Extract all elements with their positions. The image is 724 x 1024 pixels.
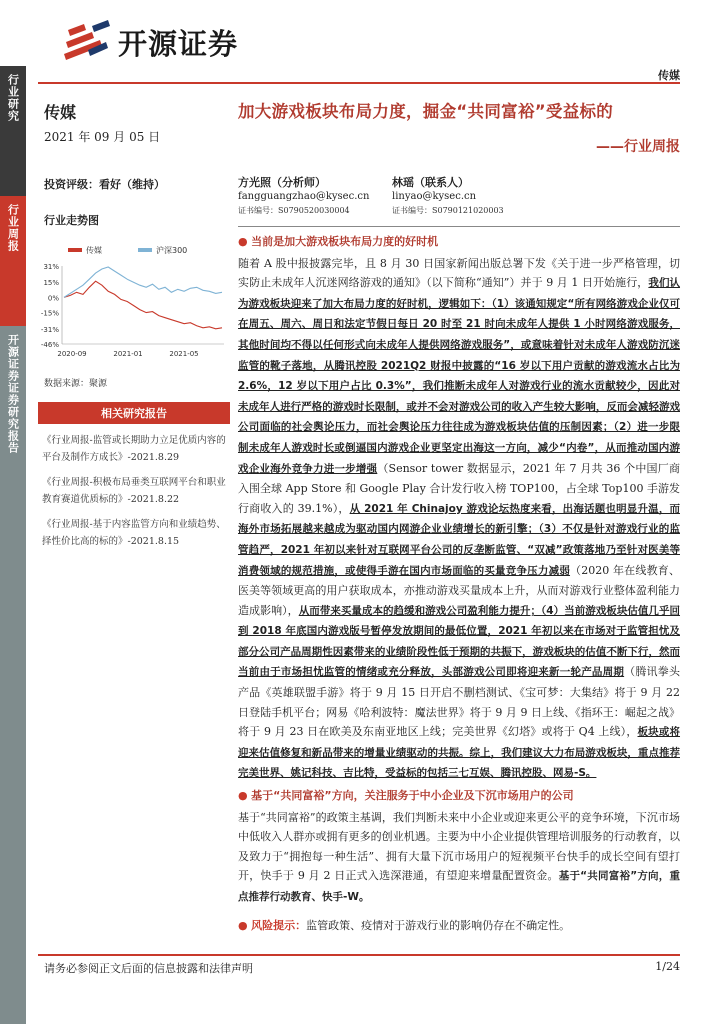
analyst-cert: 证书编号：S0790121020003 [392,206,504,215]
brand-name: 开源证券 [118,26,239,61]
section-heading-text: 基于“共同富裕”方向，关注服务于中小企业及下沉市场用户的公司 [251,789,574,803]
report-subtitle: ——行业周报 [596,139,680,155]
risk-label: 风险提示： [251,918,307,932]
side-tab-industry-research [0,66,26,196]
header-industry-tag: 传媒 [658,69,680,82]
report-title: 加大游戏板块布局力度，掘金“共同富裕”受益标的 [238,102,614,121]
trend-chart [38,240,230,368]
footer-disclaimer[interactable]: 请务必参阅正文后面的信息披露和法律声明 [44,962,253,975]
footer-divider [38,954,680,956]
risk-warning [238,916,680,936]
related-report-link[interactable]: 《行业周报-积极布局垂类互联网平台和职业教育赛道优质标的》-2021.8.22 [42,477,226,505]
trend-chart-title: 行业走势图 [44,214,99,227]
body-text: （2020 年在线教育、医美等领域更高的用户获取成本，亦推动游戏买量成本上升，从而对游戏行业整体盈利能力造成影响）， [238,563,680,617]
page-number: 1/24 [655,960,680,973]
related-reports-list [42,432,228,558]
y-tick-label: -15% [40,309,59,318]
body-text: （Sensor tower 数据显示，2021 年 7 月共 36 个中国厂商入围全球 App Store 和 Google Play 合计发行收入榜 TOP100，占全球 Top100 手游发行商收入的 39.1%）， [238,461,680,515]
bullet-icon: ● [238,789,248,803]
logo-mark-icon [62,20,112,64]
side-tab-label: 开源证券证券研究报告 [6,334,20,454]
related-reports-header: 相关研究报告 [38,402,230,424]
x-tick-label: 2021-05 [169,350,199,358]
analyst-card [238,176,369,218]
side-tab-label: 行业周报 [6,204,20,252]
body-text-emphasis: 从 2021 年 Chinajoy 游戏论坛热度来看，出海话题也明显升温，而海外市场拓展越来越成为驱动国内网游企业业绩增长的新引擎；（3）不仅是针对游戏行业的监管趋严，2021 年初以来针对互联网平台公司的反垄断监管、“双减”政策落地乃至针对医美等消费领域的规范措施，或使得手游在国内市场面临的买量竞争压力减弱 [238,502,680,577]
y-tick-label: -46% [40,341,59,349]
legend-label: 传媒 [86,246,102,255]
y-tick-label: 15% [43,279,59,288]
report-date: 2021 年 09 月 05 日 [44,130,161,144]
legend-swatch [68,248,82,252]
investment-rating: 投资评级：看好（维持） [44,178,165,191]
risk-text: 监管政策、疫情对于游戏行业的影响仍存在不确定性。 [306,918,571,932]
bullet-icon: ● [238,235,248,248]
analyst-card [392,176,504,218]
body-text: 随着 A 股中报披露完毕，且 8 月 30 日国家新闻出版总署下发《关于进一步严格管理，切实防止未成年人沉迷网络游戏的通知》（以下简称“通知”）并于 9 月 1 日开始施行， [238,256,680,290]
body-text: （腾讯拳头产品《英雄联盟手游》将于 9 月 15 日开启不删档测试、《宝可梦：大集结》将于 9 月 22 日登陆手机平台；网易《哈利波特：魔法世界》将于 9 月 9 日上线、《指环王：崛起之战》将于 9 月 23 日在欧美及东南亚地区上线；完美世界《幻塔》或将于 Q4 上线）， [238,665,681,739]
bullet-icon: ● [238,918,248,932]
body-text-emphasis: 我们认为游戏板块迎来了加大布局力度的好时机，逻辑如下：（1）该通知规定“所有网络游戏企业仅可在周五、周六、周日和法定节假日每日 20 时至 21 时向未成年人提供 1 小时网络游戏服务，其他时间均不得以任何形式向未成年人提供网络游戏服务”，或意味着针对未成年人游戏防沉迷监管的靴子落地，从腾讯控股 2021Q2 财报中披露的“16 岁以下用户贡献的游戏流水占比为 2.6%，12 岁以下用户占比 0.3%”，我们推断未成年人对游戏行业的流水贡献较少，因此对未成年人进行严格的游戏时长限制，或并不会对游戏公司的收入产生较大影响，反而会减轻游戏公司面临的社会舆论压力，而社会舆论压力往往成为游戏板块估值的压制因素；（2）进一步限制未成年人游戏时长或倒逼国内游戏企业更坚定出海这一方向，减少“内卷”，从而推动国内游戏企业海外竞争力进一步增强 [238,277,681,475]
section-heading-text: 当前是加大游戏板块布局力度的好时机 [251,235,439,248]
related-report-link[interactable]: 《行业周报-基于内容监管方向和业绩趋势、择性价比高的标的》-2021.8.15 [42,519,226,547]
x-tick-label: 2020-09 [57,350,87,358]
analyst-email[interactable]: fangguangzhao@kysec.cn [238,191,370,202]
body-text-emphasis: 板块或将迎来估值修复和新品带来的增量业绩驱动的共振。综上，我们建议大力布局游戏板块，重点推荐完美世界、姚记科技、吉比特，受益标的包括三七互娱、腾讯控股、网易-S。 [238,726,681,780]
related-report-link[interactable]: 《行业周报-监管或长期助力立足优质内容的平台及制作方成长》-2021.8.29 [42,435,226,463]
body-text-emphasis: 从而带来买量成本的趋缓和游戏公司盈利能力提升；（4）当前游戏板块估值几乎回到 2018 年底国内游戏版号暂停发放期间的最低位置，2021 年初以来在市场对于监管担忧及部分公司产品周期性因素带来的业绩阶段性低于预期的共振下，游戏板块的估值不断下行，然而当前由于市场担忧监管的情绪或充分释放，头部游戏公司即将迎来新一轮产品周期 [238,604,681,679]
body-text: 基于“共同富裕”的政策主基调，我们判断未来中小企业或迎来更公平的竞争环境，下沉市场中低收入人群亦或拥有更多的创业机遇。主要为中小企业提供管理培训服务的行动教育，以及致力于“拥抱每一种生活”、拥有大量下沉市场用户的短视频平台快手的成长空间有望打开，快手于 9 月 2 日正式入选深港通，有望迎来增量配置资金。 [238,810,680,883]
side-tab-securities-report [0,326,26,1024]
y-tick-label: 31% [43,263,59,271]
analyst-email[interactable]: linyao@kysec.cn [392,191,477,202]
legend-label: 沪深300 [156,246,188,255]
side-tab-weekly-report [0,196,26,326]
report-body [238,232,680,937]
section2-paragraph [238,808,680,908]
analyst-divider [238,226,680,227]
section1-paragraph [238,254,680,784]
industry-name: 传媒 [44,103,77,122]
section-heading-2 [238,786,680,806]
x-tick-label: 2021-01 [113,350,143,358]
section-heading-1 [238,232,680,252]
analyst-cert: 证书编号：S0790520030004 [238,206,350,215]
analyst-name: 方光照（分析师） [238,176,326,189]
body-text-emphasis: 基于“共同富裕”方向，重点推荐行动教育、快手-W。 [238,870,680,903]
side-tab-label: 行业研究 [6,74,20,122]
y-tick-label: 0% [47,294,59,303]
y-tick-label: -31% [40,325,59,334]
header-divider [38,82,680,84]
chart-source: 数据来源：聚源 [44,379,108,389]
analyst-name: 林瑶（联系人） [392,176,469,189]
series-line [64,267,222,297]
brand-logo [62,20,238,64]
legend-swatch [138,248,152,252]
